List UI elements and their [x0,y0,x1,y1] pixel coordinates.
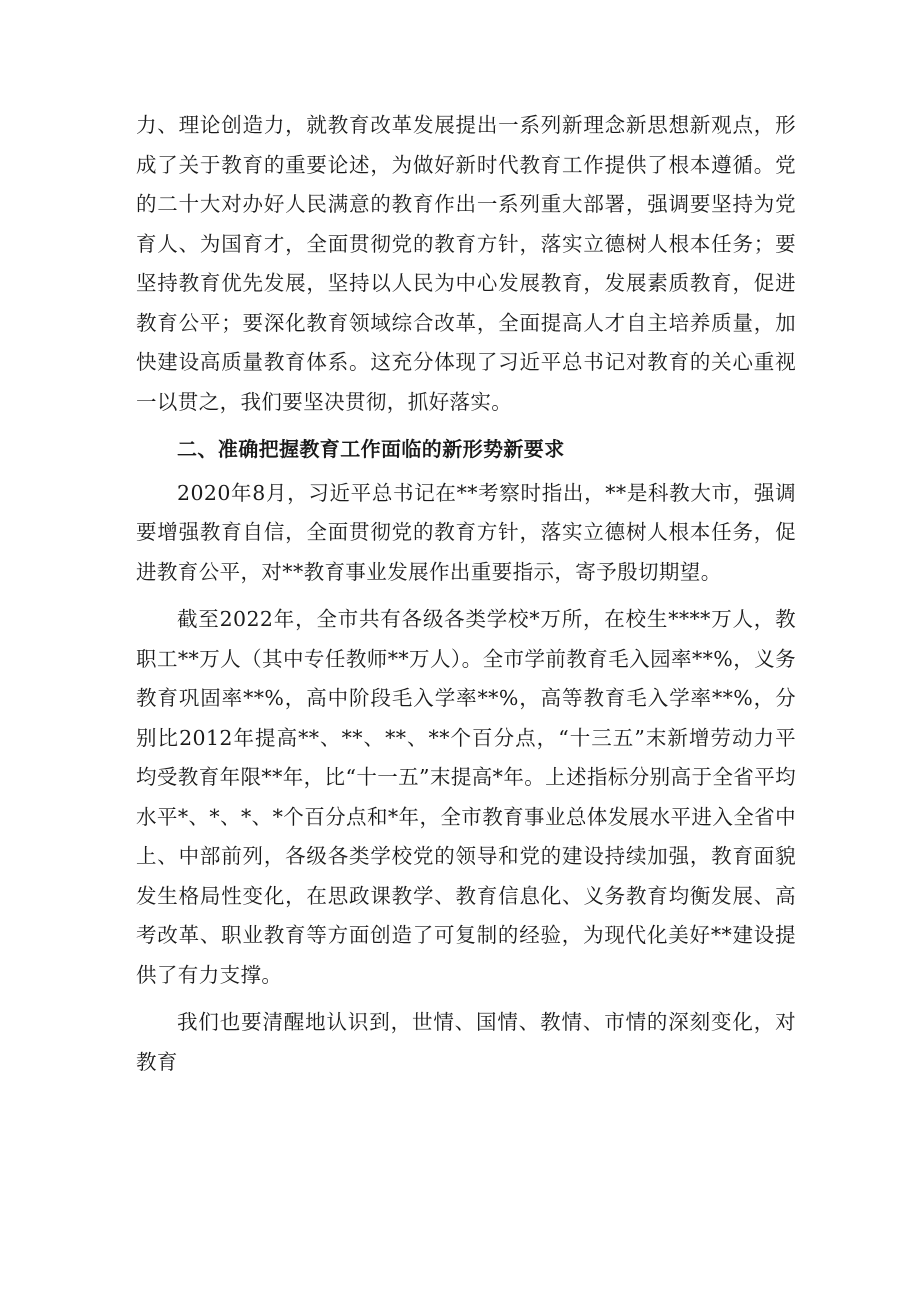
document-page [136,106,796,1082]
paragraph-inspection: 2020年8月，习近平总书记在**考察时指出，**是科教大市，强调要增强教育自信，全面贯彻党的教育方针，落实立德树人根本任务，促进教育公平，对**教育事业发展作出重要指示，寄予殷切期望。 [136,480,796,584]
section-heading: 二、准确把握教育工作面临的新形势新要求 [177,437,565,461]
paragraph-statistics: 截至2022年，全市共有各级各类学校*万所，在校生****万人，教职工**万人（其中专任教师**万人）。全市学前教育毛入园率**%，义务教育巩固率**%，高中阶段毛入学率**%，高等教育毛入学率**%，分别比2012年提高**、**、**、**个百分点，“十三五”末新增劳动力平均受教育年限**年，比“十一五”末提高*年。上述指标分别高于全省平均水平*、*、*、*个百分点和*年，全市教育事业总体发展水平进入全省中上、中部前列，各级各类学校党的领导和党的建设持续加强，教育面貌发生格局性变化，在思政课教学、教育信息化、义务教育均衡发展、高考改革、职业教育等方面创造了可复制的经验，为现代化美好**建设提供了有力支撑。 [136,607,796,987]
paragraph-awareness: 我们也要清醒地认识到，世情、国情、教情、市情的深刻变化，对教育 [136,1010,796,1074]
paragraph-continuation: 力、理论创造力，就教育改革发展提出一系列新理念新思想新观点，形成了关于教育的重要论述，为做好新时代教育工作提供了根本遵循。党的二十大对办好人民满意的教育作出一系列重大部署，强调要坚持为党育人、为国育才，全面贯彻党的教育方针，落实立德树人根本任务；要坚持教育优先发展，坚持以人民为中心发展教育，发展素质教育，促进教育公平；要深化教育领域综合改革，全面提高人才自主培养质量，加快建设高质量教育体系。这充分体现了习近平总书记对教育的关心重视一以贯之，我们要坚决贯彻，抓好落实。 [136,113,796,414]
